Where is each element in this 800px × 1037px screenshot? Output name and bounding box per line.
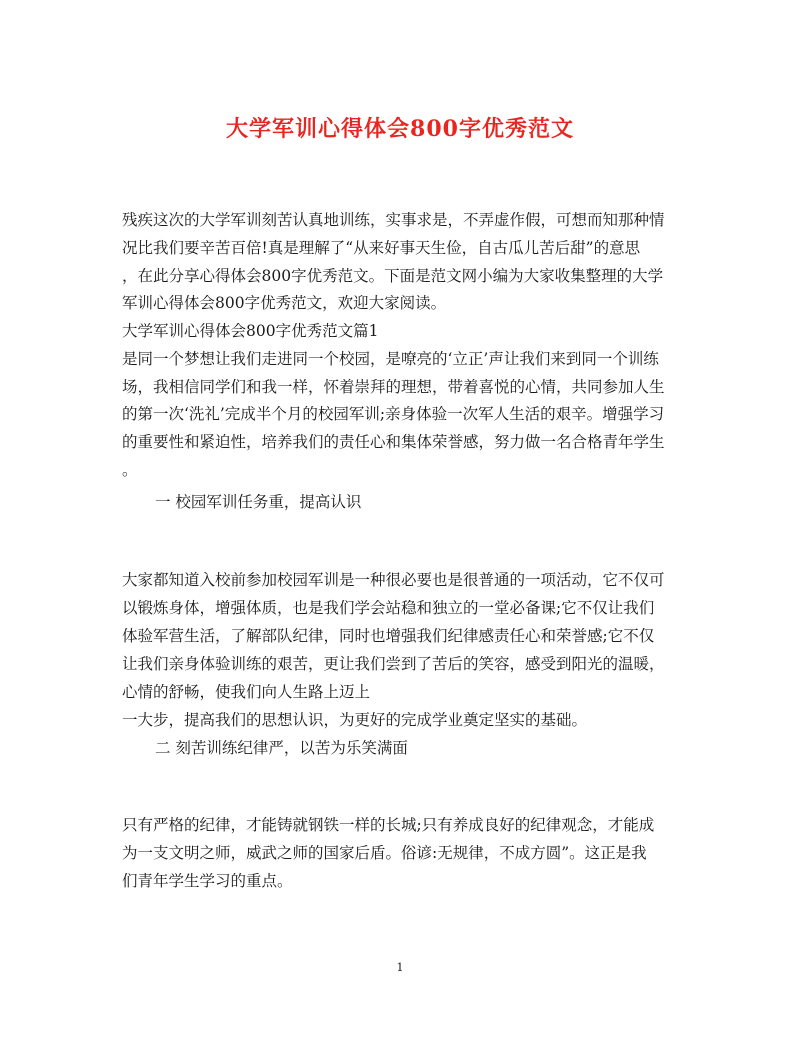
body-line: 残疾这次的大学军训刻苦认真地训练，实事求是，不弄虚作假，可想而知那种情	[122, 211, 665, 229]
subsection-heading: 一 校园军训任务重，提高认识	[155, 493, 362, 511]
body-line: ，在此分享心得体会800字优秀范文。下面是范文网小编为大家收集整理的大学	[122, 267, 664, 285]
body-line: 的第一次‘洗礼’完成半个月的校园军训;亲身体验一次军人生活的艰辛。增强学习	[122, 405, 665, 423]
body-line: 场，我相信同学们和我一样，怀着崇拜的理想，带着喜悦的心情，共同参加人生	[122, 378, 665, 396]
body-line: 以锻炼身体，增强体质，也是我们学会站稳和独立的一堂必备课;它不仅让我们	[122, 599, 655, 617]
body-line: 。	[122, 461, 138, 479]
page-number: 1	[396, 961, 404, 974]
section-heading: 大学军训心得体会800字优秀范文篇1	[122, 322, 379, 340]
body-line: 况比我们要辛苦百倍!真是理解了“从来好事天生俭，自古瓜儿苦后甜”的意思	[122, 239, 641, 257]
body-line: 一大步，提高我们的思想认识，为更好的完成学业奠定坚实的基础。	[122, 711, 588, 729]
body-line: 是同一个梦想让我们走进同一个校园，是嘹亮的‘立正’声让我们来到同一个训练	[122, 350, 659, 368]
body-line: 让我们亲身体验训练的艰苦，更让我们尝到了苦后的笑容，感受到阳光的温暖，	[122, 655, 665, 673]
body-line: 为一支文明之师，威武之师的国家后盾。俗谚:无规律，不成方圆”。这正是我	[122, 844, 647, 862]
body-line: 体验军营生活，了解部队纪律，同时也增强我们纪律感责任心和荣誉感;它不仅	[122, 627, 655, 645]
body-line: 大家都知道入校前参加校园军训是一种很必要也是很普通的一项活动，它不仅可	[122, 571, 665, 589]
subsection-heading: 二 刻苦训练纪律严，以苦为乐笑满面	[155, 739, 408, 757]
body-line: 的重要性和紧迫性，培养我们的责任心和集体荣誉感，努力做一名合格青年学生	[122, 433, 665, 451]
body-line: 心情的舒畅，使我们向人生路上迈上	[122, 683, 371, 701]
body-line: 只有严格的纪律，才能铸就钢铁一样的长城;只有养成良好的纪律观念，才能成	[122, 816, 655, 834]
body-line: 军训心得体会800字优秀范文，欢迎大家阅读。	[122, 294, 447, 312]
page-title: 大学军训心得体会800字优秀范文	[226, 116, 574, 142]
body-line: 们青年学生学习的重点。	[122, 872, 293, 890]
